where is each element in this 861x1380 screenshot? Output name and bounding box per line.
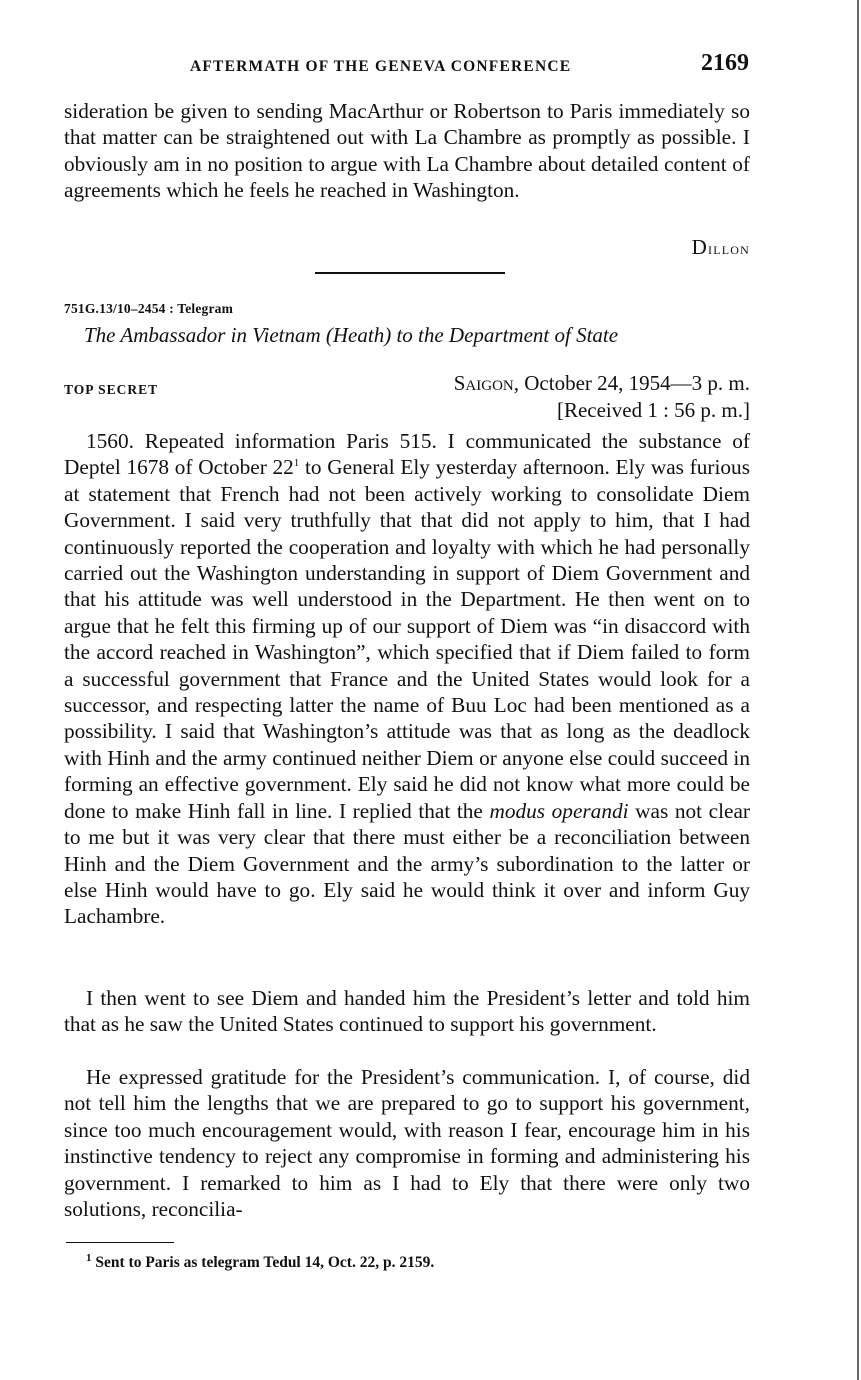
- telegram-paragraph-2: I then went to see Diem and handed him the President’s letter and told him that as he saw the United States continued to support his government.: [64, 986, 750, 1037]
- italic-phrase: modus operandi: [489, 798, 629, 823]
- telegram-paragraph-1: [64, 428, 750, 930]
- footnote-number: 1: [86, 1251, 92, 1264]
- document-heading: The Ambassador in Vietnam (Heath) to the Department of State: [84, 323, 619, 347]
- footnote-divider: [66, 1242, 174, 1243]
- document-reference: 751G.13/10–2454 : Telegram: [64, 301, 234, 316]
- dateline-date: October 24, 1954—3 p. m.: [519, 371, 750, 395]
- page-number: 2169: [701, 50, 749, 76]
- paragraph-1-part-a: 1560. Repeated information Paris 515. I communicated the substance of Deptel 1678 of October 22: [64, 429, 750, 480]
- continued-paragraph: sideration be given to sending MacArthur or Robertson to Paris immediately so that matter can be straightened out with La Chambre as promptly as possible. I obviously am in no position to argue with La Chambre about detailed content of agreements which he feels he reached in Washington.: [64, 99, 750, 203]
- running-head: [64, 50, 749, 82]
- page-edge: [857, 0, 859, 1380]
- running-title: AFTERMATH OF THE GENEVA CONFERENCE: [190, 58, 572, 75]
- telegram-paragraph-3: He expressed gratitude for the President’s communication. I, of course, did not tell him the lengths that we are prepared to go to support his government, since too much encouragement would, with reason I fear, encourage him in his instinctive tendency to reject any compromise in forming and administering his government. I remarked to him as I had to Ely that there were only two solutions, reconcilia-: [64, 1065, 750, 1222]
- paragraph-1-part-c: was not clear to me but it was very clear that there must either be a reconciliation between Hinh and the Diem Government and the army’s subordination to the latter or else Hinh would have to go. Ely said he would think it over and inform Guy Lachambre.: [64, 798, 750, 929]
- paragraph-1-part-b: to General Ely yesterday afternoon. Ely was furious at statement that French had not been actively working to consolidate Diem Government. I said very truthfully that that did not apply to him, that I had continuously reported the cooperation and loyalty with which he had personally carried out the Washington understanding in support of Diem Government and that his attitude was well understood in the Department. He then went on to argue that he felt this firming up of our support of Diem was “in disaccord with the accord reached in Washington”, which specified that if Diem failed to form a successful government that France and the United States would look for a successor, and respecting latter the name of Buu Loc had been mentioned as a possibility. I said that Washington’s attitude was that as long as the deadlock with Hinh and the army continued neither Diem or anyone else could succeed in forming an effective government. Ely said he did not know what more could be done to make Hinh fall in line. I replied that the: [64, 455, 750, 823]
- section-divider: [315, 272, 505, 274]
- footnote-text: Sent to Paris as telegram Tedul 14, Oct. 22, p. 2159.: [91, 1254, 435, 1271]
- classification-label: TOP SECRET: [64, 382, 159, 397]
- dateline: [454, 371, 750, 396]
- dateline-place: Saigon,: [453, 371, 520, 395]
- footnote-marker: 1: [293, 457, 300, 470]
- footnote: [86, 1251, 435, 1272]
- signature-dillon: Dillon: [691, 235, 750, 259]
- received-time: [Received 1 : 56 p. m.]: [556, 398, 750, 422]
